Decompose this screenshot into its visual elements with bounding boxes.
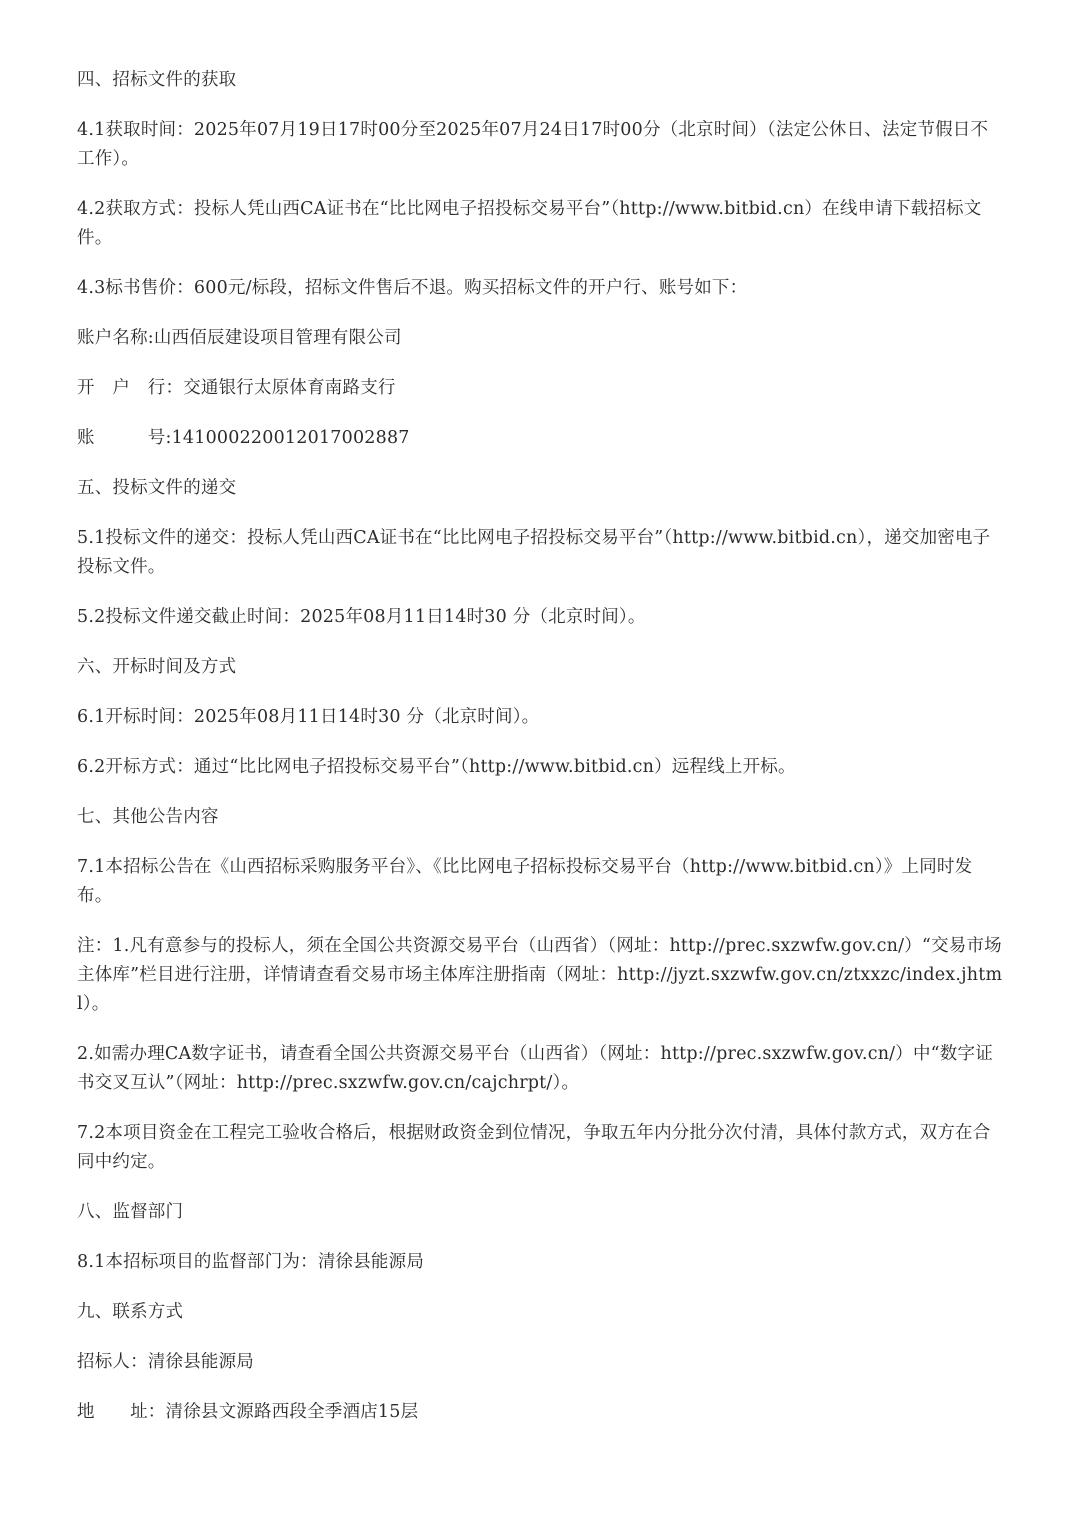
account-number: 账 号:141000220012017002887 bbox=[77, 428, 410, 448]
paragraph-6-2-opening-method: 6.2开标方式：通过“比比网电子招投标交易平台”（http://www.bitbid.cn）远程线上开标。 bbox=[77, 757, 796, 777]
paragraph-6-1-opening-time: 6.1开标时间：2025年08月11日14时30 分（北京时间）。 bbox=[77, 707, 540, 727]
section-heading-8: 八、监督部门 bbox=[77, 1202, 184, 1222]
section-heading-6: 六、开标时间及方式 bbox=[77, 657, 237, 677]
note-2-ca-certificate: 2.如需办理CA数字证书，请查看全国公共资源交易平台（山西省）（网址：http://prec.sxzwfw.gov.cn/）中“数字证书交叉互认”（网址：http://prec.sxzwfw.gov.cn/cajchrpt/）。 bbox=[77, 1044, 993, 1093]
paragraph-7-1-publication: 7.1本招标公告在《山西招标采购服务平台》、《比比网电子招标投标交易平台（http://www.bitbid.cn）》上同时发布。 bbox=[77, 857, 973, 906]
paragraph-4-1-acquisition-time: 4.1获取时间：2025年07月19日17时00分至2025年07月24日17时00分（北京时间）（法定公休日、法定节假日不工作）。 bbox=[77, 120, 989, 169]
note-1-registration: 注：1.凡有意参与的投标人，须在全国公共资源交易平台（山西省）（网址：http://prec.sxzwfw.gov.cn/）“交易市场主体库”栏目进行注册，详情请查看交易市场主体库注册指南（网址：http://jyzt.sxzwfw.gov.cn/ztxxzc/index.jhtml）。 bbox=[77, 936, 1003, 1014]
paragraph-4-3-price: 4.3标书售价：600元/标段，招标文件售后不退。购买招标文件的开户行、账号如下： bbox=[77, 278, 748, 298]
address: 地 址：清徐县文源路西段全季酒店15层 bbox=[77, 1402, 419, 1422]
document-body bbox=[77, 66, 1005, 1448]
paragraph-5-2-deadline: 5.2投标文件递交截止时间：2025年08月11日14时30 分（北京时间）。 bbox=[77, 607, 646, 627]
account-bank: 开 户 行：交通银行太原体育南路支行 bbox=[77, 378, 396, 398]
account-name: 账户名称:山西佰辰建设项目管理有限公司 bbox=[77, 328, 402, 348]
paragraph-5-1-submission: 5.1投标文件的递交：投标人凭山西CA证书在“比比网电子招投标交易平台”（http://www.bitbid.cn），递交加密电子投标文件。 bbox=[77, 528, 991, 577]
paragraph-8-1-supervision: 8.1本招标项目的监督部门为：清徐县能源局 bbox=[77, 1252, 425, 1272]
section-heading-7: 七、其他公告内容 bbox=[77, 807, 219, 827]
tenderer: 招标人：清徐县能源局 bbox=[77, 1352, 254, 1372]
paragraph-7-2-payment: 7.2本项目资金在工程完工验收合格后，根据财政资金到位情况，争取五年内分批分次付清，具体付款方式，双方在合同中约定。 bbox=[77, 1123, 991, 1172]
section-heading-4: 四、招标文件的获取 bbox=[77, 70, 237, 90]
section-heading-5: 五、投标文件的递交 bbox=[77, 478, 237, 498]
paragraph-4-2-acquisition-method: 4.2获取方式：投标人凭山西CA证书在“比比网电子招投标交易平台”（http://www.bitbid.cn）在线申请下载招标文件。 bbox=[77, 199, 982, 248]
section-heading-9: 九、联系方式 bbox=[77, 1302, 184, 1322]
